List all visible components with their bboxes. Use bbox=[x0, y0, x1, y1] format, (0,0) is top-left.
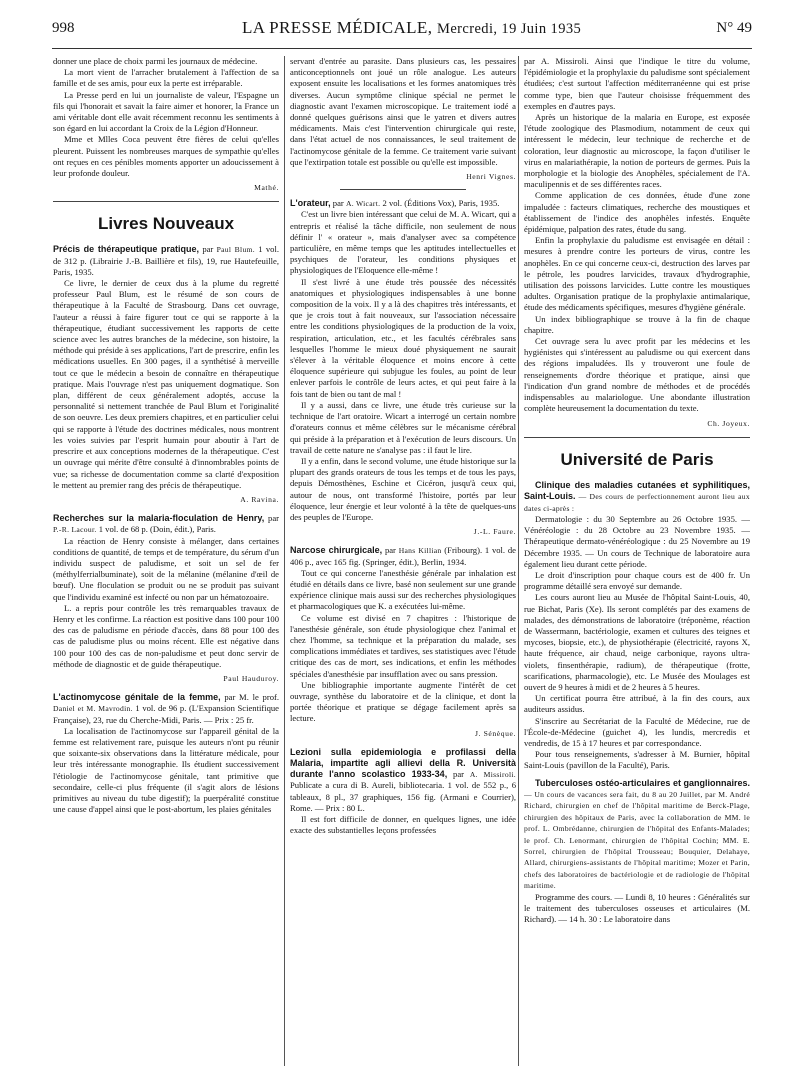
review-paragraph: Il y a enfin, dans le second volume, une étude historique sur la plupart des grands orateurs de tous les temps et de tous les pays, depuis Démosthènes, Eschine et Cicéron, jusqu'à ceux qui, autour de nous, ont transformé l'histoire, portés par leur éloquence, leur énergie et leur volonté à la tête de quelques-uns des peuples de l'Europe. bbox=[290, 455, 516, 522]
notice-heading bbox=[524, 778, 750, 892]
notice-paragraph: Pour tous renseignements, s'adresser à M. Burnier, hôpital Saint-Louis (pavillon de la Faculté), Paris. bbox=[524, 749, 750, 771]
issue-date: Mercredi, 19 Juin 1935 bbox=[437, 21, 582, 37]
review-publication-info: 1 vol. de 96 p. (L'Expansion Scientifique Française), 23, rue du Cherche-Midi, Paris. — Prix : 25 fr. bbox=[53, 703, 279, 725]
notice-paragraph: Le droit d'inscription pour chaque cours est de 400 fr. Un programme détaillé sera envoyé sur demande. bbox=[524, 569, 750, 592]
review-paragraph: Après un historique de la malaria en Europe, est exposée l'étude zoologique des Plasmodium, notamment de ceux qui intéressent le médecin, leur technique de recherche et de coloration, leur diagnostic au microscope, la façon d'utiliser le virus en malariathérapie, la notion de porteurs de germes. Puis la morphologie et la biologie des Anophèles, spécialement de l'A. maculipennis et de ses différentes races. bbox=[524, 112, 750, 190]
review-paragraph: Cet ouvrage sera lu avec profit par les médecins et les hygiénistes qui s'intéressent au paludisme ou qui exercent dans des régions impaludées. Ils y trouveront une foule de renseignements d'ordre théorique et pratique, ainsi que l'indication d'un grand nombre de méthodes et de procédés indispensables au malariologue. Une abondante illustration complète heureusement la documentation du texte. bbox=[524, 336, 750, 414]
header-rule bbox=[52, 48, 752, 49]
review-paragraph: C'est un livre bien intéressant que celui de M. A. Wicart, qui a entrepris et réalisé la tâche difficile, non seulement de nous définir l' « orateur », mais d'analyser avec sa compétence particulière, en même temps que les aptitudes intellectuelles et psychiques de l'orateur, les conditions physiques et physiologiques de l'Eloquence elle-même ! bbox=[290, 209, 516, 276]
review-publication-info: 1 vol. de 312 p. (Librairie J.-B. Baillière et fils), 19, rue Hautefeuille, Paris, 1935. bbox=[53, 244, 279, 277]
notice-lead: — Un cours de vacances sera fait, du 8 au 20 Juillet, par M. André Richard, chirurgien en chef de l'hôpital maritime de Berck-Plage, chirurgien des hôpitaux de Paris, avec la collaboration de MM. le prof. L. Ombrédanne, chirurgien de l'hôpital des Enfants-Malades; le prof. Ch. Lenormant, chirurgien de l'hôpital Cochin; MM. E. Sorrel, chirurgien de l'hôpital Trousseau; Bouquier, Delahaye, Allard, chirurgiens-assistants de l'hôpital maritime; Mozer et Parin, chefs des laboratoires de bactériologie et de radiologie de l'hôpital maritime. bbox=[524, 790, 750, 891]
review-signature: Henri Vignes. bbox=[466, 172, 516, 182]
review-signature: A. Ravina. bbox=[240, 494, 279, 504]
obituary-paragraph: Mme et Mlles Coca peuvent être fières de celui qu'elles pleurent. Puissent les nombreuses marques de sympathie qu'elles ont reçues en ces pénibles moments apporter un adoucissement à leur profonde douleur. bbox=[53, 134, 279, 179]
notice-clinique-saint-louis bbox=[524, 480, 750, 772]
section-title-universite: Université de Paris bbox=[560, 449, 714, 469]
section-rule bbox=[524, 437, 750, 438]
review-author: A. Missiroli. bbox=[469, 770, 516, 780]
column-divider-1 bbox=[284, 56, 285, 1066]
obituary-signature: Mathé. bbox=[254, 183, 279, 193]
book-review bbox=[53, 692, 279, 815]
notice-title: Clinique des maladies cutanées et syphilitiques, Saint-Louis. bbox=[524, 479, 750, 502]
review-continuation bbox=[524, 56, 750, 429]
review-author: Paul Blum. bbox=[216, 245, 255, 255]
notice-tuberculoses bbox=[524, 778, 750, 926]
review-signature: J. Sénèque. bbox=[475, 728, 516, 738]
review-paragraph: Il s'est livré à une étude très poussée des nécessités anatomiques et physiologiques indispensables à une bonne composition de la voix. Il y a là des chapitres très intéressants, et que je crois tout à fait nouveaux, sur l'association nécessaire entre les conditions physiologiques de la production de la voix, respiration, articulation, etc., et les facultés cérébrales sans lesquelles l'homme le mieux doué physiquement ne saurait s'élever à la véritable éloquence et moins encore à cette éloquence supérieure qui subjugue les foules, au point de leur enlever parfois le contrôle de leurs actes, et qui peut faire à la fois tant de bien ou tant de mal ! bbox=[290, 276, 516, 399]
journal-name: LA PRESSE MÉDICALE, bbox=[242, 18, 433, 37]
notice-heading bbox=[524, 480, 750, 514]
review-paragraph: Il y a aussi, dans ce livre, une étude très curieuse sur la technique de l'art oratoire. Wicart a interrogé un certain nombre d'orateurs connus et même célèbres sur le mécanisme cérébral qui préside à la préparation et à l'exécution de leurs discours. Un travail de cette nature ne s'analyse pas : il faut le lire. bbox=[290, 399, 516, 455]
page-number: 998 bbox=[52, 20, 75, 36]
review-title: Lezioni sulla epidemiologia e profilassi della Malaria, impartite agli allievi della R. Università durante l'anno scolastico 1933-34, bbox=[290, 746, 516, 780]
notice-title: Tuberculoses ostéo-articulaires et ganglionnaires. bbox=[535, 777, 750, 788]
book-review bbox=[290, 198, 516, 537]
book-review bbox=[290, 747, 516, 837]
obituary-paragraph: La mort vient de l'arracher brutalement à l'affection de sa famille et de ses amis, pour eux la perte est irréparable. bbox=[53, 67, 279, 89]
issue-number: N° 49 bbox=[716, 20, 752, 36]
review-paragraph: La localisation de l'actinomycose sur l'appareil génital de la femme est relativement rare, puisque les auteurs n'ont pu réunir que soixante-six observations dans la littérature médicale, pour leur très intéressante monographie. Ils étudient successivement l'étiologie de l'actinomycose génitale, tant primitive que secondaire, celle-ci plus fréquente (il s'agit alors de lésions primitives au niveau du tube digestif); la puerpéralité constitue une cause d'appel ainsi que le post-abortum, les plaies génitales bbox=[53, 725, 279, 815]
column-divider-2 bbox=[518, 56, 519, 1066]
review-title: L'actinomycose génitale de la femme, bbox=[53, 692, 221, 703]
review-citation: Narcose chirurgicale, par Hans Killian (Fribourg). 1 vol. de 406 p., avec 165 fig. (Springer, édit.), Berlin, 1934. bbox=[290, 545, 516, 567]
review-author: P.-R. Lacour. bbox=[53, 525, 97, 535]
review-paragraph: Ce livre, le dernier de ceux dus à la plume du regretté professeur Paul Blum, est le résumé de son cours de thérapeutique à la Faculté de Strasbourg. Dans cet ouvrage, l'auteur a réussi à faire figurer tout ce qui se rapporte à la thérapeutique, étudiant successivement les rapports de cette science avec les autres branches de la médecine, son histoire, la méthode qui préside à ses applications, l'art de prescrire, enfin les médications usuelles. En 300 pages, il a synthétisé à merveille tout ce que le médecin a besoin de connaître en thérapeutique pratique. Mais l'ouvrage n'est pas uniquement dogmatique. Son plan, différent de ceux généralement adoptés, accuse la personnalité si nettement tranchée de Paul Blum et l'originalité de son oeuvre. Les deux premiers chapitres, et en particulier celui qui se rapporte à l'étude des doctrines médicales, nous montrent les voies suivies par l'esprit humain pour aboutir à l'art de prescrire et aux conceptions modernes de la thérapeutique. C'est un ouvrage qui mérite d'être consulté à d'innombrables points de vue; sa richesse de documentation comme sa clarté d'exposition le mettent au premier rang des précis de thérapeutique. bbox=[53, 278, 279, 490]
review-author: A. Wicart. bbox=[345, 199, 381, 209]
review-paragraph: L. a repris pour contrôle les très remarquables travaux de Henry et les confirme. La réaction est positive dans 100 pour 100 des cas de paludisme en période d'accès, dans 88 pour 100 des cas de paludisme plus ou moins récent. Elle est négative dans 100 pour 100 des cas de non-paludisme et peut donc servir de méthode de diagnostic et de guide thérapeutique. bbox=[53, 602, 279, 669]
obituary-paragraph: donner une place de choix parmi les journaux de médecine. bbox=[53, 56, 258, 66]
review-paragraph: Une bibliographie importante augmente l'intérêt de cet ouvrage, synthèse du laboratoire et de la clinique, et dont la portée théorique et pratique se dégage facilement après sa lecture. bbox=[290, 679, 516, 724]
book-review bbox=[290, 545, 516, 738]
review-continuation bbox=[290, 56, 516, 182]
section-rule bbox=[53, 201, 279, 202]
column-1 bbox=[53, 56, 279, 1072]
review-publication-info: 1 vol. de 68 p. (Doin, édit.), Paris. bbox=[96, 524, 216, 535]
notice-paragraph: Un certificat pourra être attribué, à la fin des cours, aux auditeurs assidus. bbox=[524, 693, 750, 715]
column-2 bbox=[290, 56, 516, 1072]
journal-title bbox=[242, 18, 581, 38]
review-separator bbox=[340, 189, 466, 190]
review-paragraph: Tout ce qui concerne l'anesthésie générale par inhalation est étudié en détails dans ce livre, basé non seulement sur une grande expérience clinique mais aussi sur des recherches physiologiques et pharmacologiques que K. a exécutées lui-même. bbox=[290, 567, 516, 612]
review-title: Recherches sur la malaria-floculation de Henry, bbox=[53, 513, 265, 524]
review-paragraph: par A. Missiroli. Ainsi que l'indique le titre du volume, l'épidémiologie et la prophylaxie du paludisme sont spécialement étudiées; c'est surtout l'affection méditerranéenne qui est prise comme type, bien que l'auteur choisisse fréquemment des exemples en d'autres pays. bbox=[524, 56, 750, 111]
review-citation: Lezioni sulla epidemiologia e profilassi della Malaria, impartite agli allievi della R. Università durante l'anno scolastico 1933-34, par A. Missiroli. Publicate a cura di B. Aureli, bibliotecaria. 1 vol. de 552 p., 6 tableaux, 8 pl., 37 graphiques, 156 fig. (Armani e Courrier), Rome. — Prix : 80 L. bbox=[290, 746, 516, 813]
notice-paragraph: Programme des cours. — Lundi 8, 10 heures : Généralités sur le traitement des tuberculoses osseuses et articulaires (M. Richard). — 14 h. 30 : Le laboratoire dans bbox=[524, 891, 750, 925]
notice-paragraph: S'inscrire au Secrétariat de la Faculté de Médecine, rue de l'École-de-Médecine (guichet 4), les lundis, mercredis et vendredis, de 15 à 17 heures et par correspondance. bbox=[524, 715, 750, 748]
book-review bbox=[53, 244, 279, 505]
notice-lead: — Des cours de perfectionnement auront lieu aux dates ci-après : bbox=[524, 492, 750, 513]
review-signature: Ch. Joyeux. bbox=[707, 418, 750, 428]
review-paragraph: Il est fort difficile de donner, en quelques lignes, une idée exacte des substantielles leçons professées bbox=[290, 814, 516, 836]
review-publication-info: 2 vol. (Éditions Vox), Paris, 1935. bbox=[380, 198, 500, 209]
review-citation: Précis de thérapeutique pratique, par Paul Blum. 1 vol. de 312 p. (Librairie J.-B. Baillière et fils), 19, rue Hautefeuille, Paris, 1935. bbox=[53, 244, 279, 277]
review-publication-info: Publicate a cura di B. Aureli, bibliotecaria. 1 vol. de 552 p., 6 tableaux, 8 pl., 37 graphiques, 156 fig. (Armani e Courrier), Rome. — Prix : 80 L. bbox=[290, 780, 516, 813]
review-citation: L'orateur, par A. Wicart. 2 vol. (Éditions Vox), Paris, 1935. bbox=[290, 198, 500, 209]
review-paragraph: Ce volume est divisé en 7 chapitres : l'historique de l'anesthésie générale, son étude physiologique chez l'animal et chez l'homme, sa technique et la préparation du malade, ses complications immédiates et tardives, ses statistiques avec l'étude critique des cas de mort, ses indications, et enfin les méthodes spéciales d'anesthésie par insufflation avec ou sans pression. bbox=[290, 612, 516, 679]
obituary-article bbox=[53, 56, 279, 193]
book-review bbox=[53, 513, 279, 684]
review-paragraph: La réaction de Henry consiste à mélanger, dans certaines conditions de quantité, de temps et de température, du sérum d'un individu suspect de paludisme, et soit un sel de fer (méthylferrialbuminate), soit de la mélanine (mélanine d'œil de bœuf). Une floculation se produit ou ne se produit pas suivant que l'individu examiné est infecté ou non par un hématozoaire. bbox=[53, 535, 279, 602]
review-paragraph: Enfin la prophylaxie du paludisme est envisagée en détail : mesures à prendre contre les porteurs de virus, contre les anophèles. En ce qui concerne ceux-ci, destruction des larves par le pétrole, les poudres larvicides, travaux d'hydrographie, utilisation des poissons larvicides. Lutte contre les moustiques adultes. Organisation pratique de la prophylaxie antimalarique, étude des médicaments spécifiques, mesures d'hygiène générale. bbox=[524, 235, 750, 313]
review-paragraph: Un index bibliographique se trouve à la fin de chaque chapitre. bbox=[524, 313, 750, 335]
obituary-paragraph: La Presse perd en lui un journaliste de valeur, l'Espagne un fils qui l'honorait et savait la faire aimer et honorer, la France un ami véritable dont elle avait récemment reconnu les sentiments à son égard en lui accordant la Croix de la Légion d'Honneur. bbox=[53, 89, 279, 134]
review-citation: L'actinomycose génitale de la femme, par M. le prof. Daniel et M. Mavrodin. 1 vol. de 96 p. (L'Expansion Scientifique Française), 23, rue du Cherche-Midi, Paris. — Prix : 25 fr. bbox=[53, 692, 279, 725]
review-author: Hans Killian bbox=[398, 546, 442, 556]
column-3 bbox=[524, 56, 750, 1072]
review-title: Précis de thérapeutique pratique, bbox=[53, 244, 200, 255]
notice-paragraph: Les cours auront lieu au Musée de l'hôpital Saint-Louis, 40, rue Bichat, Paris (Xe). Ils seront complétés par des examens de malades, des démonstrations de laboratoire (tréponème, réaction de Wassermann, bactériologie, examen et cultures des teignes et mycoses, biopsie, etc.), de physiothérapie (électricité, rayons X, haute fréquence, air chaud, neige carbonique, rayons ultra-violets, finsenthérapie, radium), de thérapeutique (frotte, scarifications, pharmacologie), etc. Le Musée des Moulages est ouvert de 9 heures à midi et de 2 heures à 5 heures. bbox=[524, 592, 750, 692]
review-paragraph: servant d'entrée au parasite. Dans plusieurs cas, les pessaires anticonceptionnels ont joué un rôle analogue. Les auteurs exposent ensuite les localisations et les formes anatomiques très diverses. Aucun symptôme clinique spécial ne permet le diagnostic avant l'examen microscopique. Le traitement iodé a donné quelques guérisons ainsi que le yatren et divers autres médicaments. Mais c'est l'intervention chirurgicale qui reste, dans l'état actuel de nos connaissances, le seul traitement de l'actinomycose génitale de la femme. Ce traitement varie suivant que l'extirpation totale est possible ou qu'elle est impossible. bbox=[290, 56, 516, 167]
review-signature: J.-L. Faure. bbox=[473, 527, 516, 537]
section-title-livres-nouveaux: Livres Nouveaux bbox=[97, 214, 235, 234]
review-title: Narcose chirurgicale, bbox=[290, 545, 383, 556]
review-paragraph: Comme application de ces données, étude d'une zone impaludée : facteurs climatiques, recherche des moustiques et établissement de l'indice des anophèles infestés. Enquête épidémique, palpation des rates, étude du sang. bbox=[524, 190, 750, 235]
review-citation: Recherches sur la malaria-floculation de Henry, par P.-R. Lacour. 1 vol. de 68 p. (Doin, édit.), Paris. bbox=[53, 513, 279, 535]
review-publication-info: (Fribourg). 1 vol. de 406 p., avec 165 fig. (Springer, édit.), Berlin, 1934. bbox=[290, 545, 516, 567]
review-author: Daniel et M. Mavrodin. bbox=[53, 704, 133, 714]
review-title: L'orateur, bbox=[290, 198, 331, 209]
page-header bbox=[52, 14, 752, 44]
review-signature: Paul Hauduroy. bbox=[223, 673, 279, 683]
notice-paragraph: Dermatologie : du 30 Septembre au 26 Octobre 1935. — Vénéréologie : du 28 Octobre au 23 Novembre 1935. — Thérapeutique dermato-vénéréologique : du 25 Novembre au 19 Décembre 1935. — Un cours de Technique de laboratoire aura également lieu durant cette période. bbox=[524, 513, 750, 569]
